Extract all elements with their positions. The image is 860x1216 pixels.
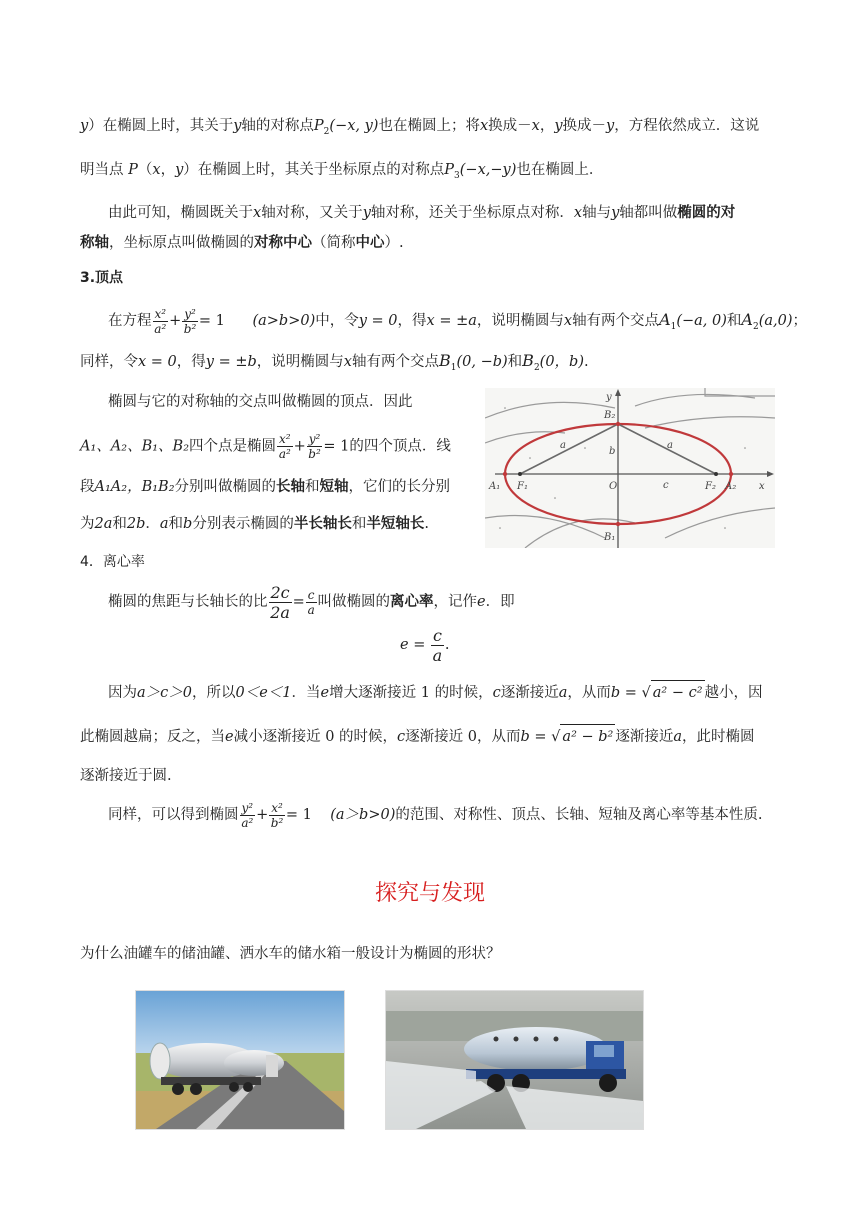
section-title: 探究与发现 [374, 881, 485, 906]
text-fragment: a² [278, 447, 291, 461]
text-fragment: = [292, 594, 305, 610]
text-line: 椭圆与它的对称轴的交点叫做椭圆的顶点．因此 [108, 394, 413, 410]
text-fragment: 越小，因 [704, 685, 763, 701]
text-fragment: ）在椭圆上时，其关于 [88, 118, 234, 134]
text-fragment: a² − b² [560, 724, 615, 749]
section-heading-vertex: 3.顶点 [80, 270, 124, 286]
text-fragment: 此椭圆越扁；反之，当 [80, 729, 225, 745]
fraction-y2-b2 [182, 307, 198, 336]
text-fragment: 逐渐接近 [500, 685, 559, 701]
text-fragment: a [673, 729, 682, 745]
fraction-c-a [306, 588, 317, 617]
text-fragment: 中心 [355, 234, 385, 251]
text-fragment: 轴与 [582, 205, 612, 221]
text-fragment: b = [610, 685, 637, 701]
text-fragment: 同样，令 [80, 354, 138, 370]
text-fragment: 3 [454, 170, 460, 181]
text-fragment: x [531, 118, 540, 134]
text-fragment: 因为 [108, 685, 137, 701]
text-fragment: ，它们的长分别 [348, 479, 451, 495]
text-fragment: 叫做椭圆的 [317, 594, 391, 610]
text-fragment: = 1 [198, 313, 225, 329]
text-fragment: e [477, 594, 486, 610]
text-fragment: (0，b) [539, 354, 584, 370]
text-fragment: ， [539, 118, 555, 134]
text-fragment: ，所以 [192, 685, 236, 701]
text-fragment: x [479, 118, 489, 134]
text-fragment: x [253, 205, 262, 221]
text-line [80, 432, 451, 461]
eccentricity-formula [400, 625, 450, 665]
label-b: b [609, 446, 616, 457]
text-fragment: 2 [533, 362, 540, 373]
text-fragment: 和 [168, 516, 184, 532]
text-fragment: 0＜e＜1 [235, 685, 292, 701]
text-fragment: ，记作 [433, 594, 478, 610]
label-c: c [663, 480, 669, 491]
text-fragment: x² [154, 306, 167, 321]
text-fragment: P [128, 162, 138, 178]
text-fragment: x² [279, 432, 291, 446]
text-fragment [307, 432, 323, 461]
text-fragment: e [320, 685, 330, 701]
text-fragment: b² [308, 447, 321, 461]
text-fragment: 2c [270, 582, 290, 602]
text-fragment: （ [137, 162, 153, 178]
text-fragment: x = ±a [426, 313, 477, 329]
text-fragment: e = [400, 637, 426, 653]
text-fragment: y² [184, 306, 196, 321]
text-line [108, 203, 735, 223]
text-fragment [240, 801, 256, 830]
text-fragment: 半长轴长 [293, 515, 352, 532]
text-fragment: ，坐标原点叫做椭圆的 [109, 235, 254, 251]
text-fragment: x [563, 313, 573, 329]
text-fragment: a＞c＞0 [137, 685, 192, 701]
text-fragment: 2b [126, 516, 146, 532]
text-fragment: y [611, 205, 620, 221]
text-fragment: 由此可知，椭圆既关于 [108, 205, 253, 221]
text-line [80, 477, 450, 497]
text-fragment: ． [145, 516, 160, 532]
text-fragment: P [444, 162, 455, 178]
text-fragment: ．当 [291, 685, 321, 701]
label-O: O [609, 481, 618, 492]
section-heading-eccentricity: 4．离心率 [80, 554, 145, 570]
text-fragment: (a,0) [758, 313, 793, 329]
text-line [80, 116, 759, 136]
text-fragment: ，方程依然成立．这说 [614, 118, 760, 134]
text-fragment: y [362, 205, 371, 221]
text-fragment: 轴对称，还关于坐标原点对称． [370, 205, 574, 221]
text-fragment: y [175, 162, 184, 178]
text-line: 在方程 $\frac{\text{x²}}{\text{a²}}$ + $\frac{\text{y²}}{\text{b²}}$ = 1 (a>b>0)中，令y = 0，得x = ±a，说明椭圆与x轴有两个交点$A_1(-a$, 0)和$A_2(a,0)$； [108, 306, 808, 336]
text-fragment: 逐渐接近 [615, 729, 674, 745]
text-fragment: （简称 [312, 235, 356, 251]
text-fragment: 增大逐渐接近 1 的时候， [329, 685, 493, 701]
text-fragment: 也在椭圆上；将 [378, 118, 480, 134]
text-fragment: B [438, 351, 451, 370]
text-fragment: B [522, 351, 534, 370]
text-fragment: x² [271, 800, 283, 815]
text-fragment: y² [241, 800, 254, 815]
text-fragment: A₁、A₂、B₁、B₂ [80, 438, 190, 455]
text-fragment: ，说明椭圆与 [476, 313, 564, 329]
text-fragment: ，得 [176, 354, 206, 370]
text-fragment: c [492, 685, 501, 701]
text-fragment: (a>b>0) [252, 313, 316, 329]
text-fragment: ，此时椭圆 [682, 729, 755, 745]
text-fragment: b [183, 516, 193, 532]
text-fragment: 对称中心 [254, 234, 312, 251]
text-fragment: 中，令 [315, 313, 359, 329]
text-fragment: 离心率 [390, 593, 434, 610]
fraction-x2-a2 [153, 307, 169, 336]
text-fragment: ，得 [397, 313, 427, 329]
text-fragment: 在方程 [108, 313, 152, 329]
text-fragment: 2 [752, 321, 759, 332]
text-fragment: b² [183, 321, 197, 336]
text-fragment: 为 [80, 516, 95, 532]
label-x: x [759, 481, 765, 492]
text-fragment: A [659, 310, 671, 329]
text-fragment: b² [270, 815, 284, 830]
text-fragment: + [169, 313, 182, 329]
text-line: 此椭圆越扁；反之，当e减小逐渐接近 0 的时候，c逐渐接近 0，从而b = √ a² − b² 逐渐接近a，此时椭圆 [80, 724, 755, 749]
text-fragment: ．即 [485, 594, 515, 610]
text-fragment: a² [241, 815, 254, 830]
text-fragment: 1 [450, 362, 457, 373]
text-fragment: x [343, 354, 352, 370]
text-fragment: = 1 [323, 438, 350, 455]
text-fragment: ，说明椭圆与 [256, 354, 344, 370]
text-fragment: y [233, 118, 242, 134]
text-fragment: ）. [384, 235, 404, 251]
text-fragment: a [432, 645, 443, 665]
text-fragment: 和 [305, 479, 320, 495]
text-fragment: 和 [726, 313, 742, 329]
text-fragment: 2 [323, 126, 330, 137]
text-line: 逐渐接近于圆. [80, 768, 172, 784]
oil-tanker-photo [135, 990, 345, 1130]
text-fragment [431, 626, 444, 665]
text-fragment [277, 432, 293, 461]
text-fragment: + [256, 807, 269, 823]
text-fragment: 四个点是椭圆 [189, 438, 277, 455]
text-fragment: 轴的对称点 [241, 118, 314, 134]
question-text: 为什么油罐车的储油罐、洒水车的储水箱一般设计为椭圆的形状？ [80, 946, 501, 962]
text-fragment: 逐渐接近 0，从而 [405, 729, 521, 745]
text-fragment: 2a [94, 516, 113, 532]
text-fragment: 同样，可以得到椭圆 [108, 807, 239, 823]
text-fragment: (−x, y) [329, 118, 379, 134]
text-fragment: P [313, 118, 324, 134]
text-fragment: 也在椭圆上． [516, 162, 604, 178]
text-fragment: a [558, 685, 568, 701]
text-fragment: 和 [507, 354, 523, 370]
text-fragment: y = 0 [358, 313, 398, 329]
text-fragment: 段 [80, 479, 95, 495]
text-fragment: 换成－ [488, 118, 532, 134]
text-fragment: 轴对称，又关于 [261, 205, 363, 221]
text-fragment: a² [154, 321, 167, 336]
text-fragment: 明当点 [80, 162, 124, 178]
text-fragment: ， [160, 162, 176, 178]
label-B1: B₁ [604, 532, 616, 543]
text-fragment: 长轴 [276, 478, 306, 495]
text-fragment: 短轴 [319, 478, 349, 495]
text-fragment: a² − c² [651, 680, 705, 705]
label-A1: A₁ [489, 481, 501, 492]
text-line [108, 580, 515, 624]
text-line [80, 233, 404, 253]
label-A2: A₂ [725, 481, 737, 492]
text-fragment: 和 [351, 516, 367, 532]
text-fragment: A₁A₂，B₁B₂ [94, 479, 175, 495]
water-truck-photo [385, 990, 644, 1130]
text-fragment: 椭圆的对 [677, 204, 736, 221]
text-fragment: 轴都叫做 [619, 205, 678, 221]
text-fragment: (−a, 0) [676, 313, 727, 329]
text-fragment: a [159, 516, 169, 532]
text-fragment: c [307, 587, 315, 602]
text-fragment: y² [308, 432, 321, 446]
text-fragment: 轴有两个交点 [572, 313, 660, 329]
text-fragment: 的范围、对称性、顶点、长轴、短轴及离心率等基本性质. [395, 807, 763, 823]
label-a-left: a [560, 440, 566, 451]
text-fragment: x = 0 [138, 354, 177, 370]
text-fragment: ）在椭圆上时，其关于坐标原点的对称点 [183, 162, 445, 178]
text-fragment: 分别叫做椭圆的 [174, 479, 277, 495]
text-fragment: 分别表示椭圆的 [192, 516, 294, 532]
text-fragment: 椭圆的焦距与长轴长的比 [108, 594, 268, 610]
text-fragment: 换成－ [562, 118, 607, 134]
text-fragment: 的四个顶点．线 [349, 438, 451, 455]
text-fragment: 半短轴长 [366, 515, 425, 532]
text-fragment: x [152, 162, 161, 178]
text-line: 同样，令x = 0，得y = ±b，说明椭圆与x轴有两个交点$B_1(0$, −b)和$B_2(0$，b). [80, 351, 589, 373]
text-fragment: 2a [270, 602, 290, 622]
text-fragment: (0, −b) [456, 354, 508, 370]
text-line [108, 800, 762, 830]
text-fragment: 减小逐渐接近 0 的时候， [233, 729, 398, 745]
text-fragment: y [80, 118, 89, 134]
text-fragment: (−x,−y) [459, 162, 517, 178]
text-line: 因为a＞c＞0，所以0＜e＜1．当e增大逐渐接近 1 的时候，c逐渐接近a，从而b = √ a² − c² 越小，因 [108, 680, 763, 705]
text-line [80, 514, 429, 534]
text-fragment: ，从而 [567, 685, 611, 701]
text-fragment: a [307, 602, 315, 617]
text-fragment: . [444, 637, 450, 653]
text-fragment: y = ±b [205, 354, 257, 370]
text-fragment [269, 801, 285, 830]
text-fragment: 轴有两个交点 [351, 354, 439, 370]
text-fragment: y [554, 118, 563, 134]
text-fragment: 1 [670, 321, 677, 332]
label-F1: F₁ [517, 481, 528, 492]
text-fragment: 和 [112, 516, 127, 532]
text-fragment: + [293, 438, 306, 455]
text-fragment: A [741, 310, 753, 329]
text-fragment: x [573, 205, 583, 221]
label-B2: B₂ [604, 410, 616, 421]
text-fragment: = 1 [285, 807, 312, 823]
fraction-2c-2a [269, 583, 292, 622]
text-fragment: c [432, 625, 442, 645]
label-y: y [606, 392, 612, 403]
text-fragment: c [397, 729, 406, 745]
label-F2: F₂ [705, 481, 716, 492]
text-fragment: y [606, 118, 615, 134]
text-fragment: e [225, 729, 234, 745]
label-a-right: a [667, 440, 673, 451]
text-fragment: (a＞b>0) [330, 807, 396, 823]
text-fragment: b = [520, 729, 547, 745]
text-fragment: . [424, 516, 429, 532]
ellipse-figure [485, 388, 775, 548]
text-fragment: 称轴 [80, 234, 109, 251]
text-line [80, 160, 603, 180]
